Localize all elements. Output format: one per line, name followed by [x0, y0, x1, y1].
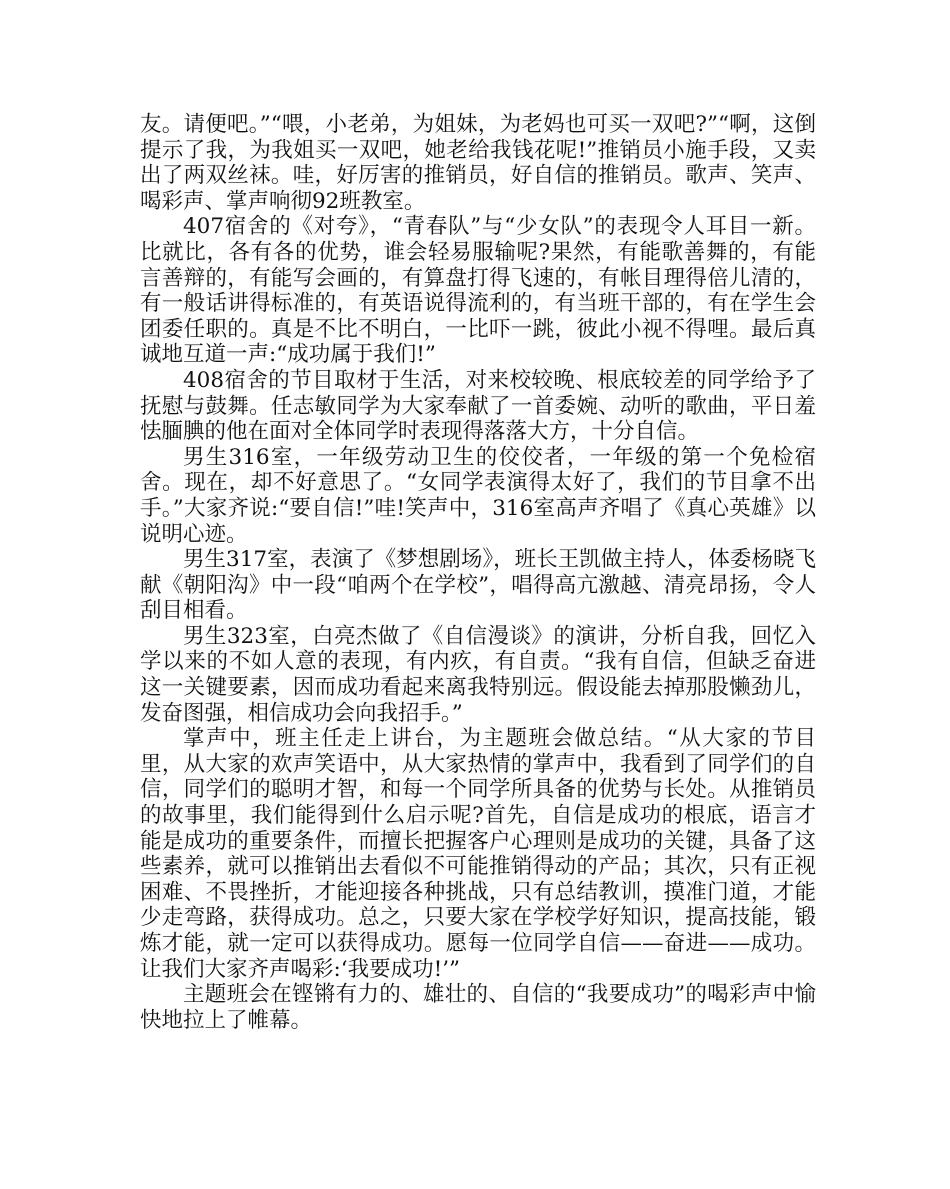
paragraph-room-316: 男生316室，一年级劳动卫生的佼佼者，一年级的第一个免检宿舍。现在，却不好意思了。“女同学表演得太好了，我们的节目拿不出手。”大家齐说:“要自信!”哇!笑声中，316室高声齐唱了《真心英雄》以说明心迹。 — [140, 444, 816, 547]
paragraph-room-317: 男生317室，表演了《梦想剧场》，班长王凯做主持人，体委杨晓飞献《朝阳沟》中一段“咱两个在学校”，唱得高亢激越、清亮昂扬，令人刮目相看。 — [140, 547, 816, 624]
paragraph-continuation: 友。请便吧。”“喂，小老弟，为姐妹，为老妈也可买一双吧?”“啊，这倒提示了我，为我姐买一双吧，她老给我钱花呢!”推销员小施手段，又卖出了两双丝袜。哇，好厉害的推销员，好自信的推销员。歌声、笑声、喝彩声、掌声响彻92班教室。 — [140, 112, 816, 214]
document-page — [140, 112, 816, 1033]
paragraph-room-323: 男生323室，白亮杰做了《自信漫谈》的演讲，分析自我，回忆入学以来的不如人意的表现，有内疚，有自责。“我有自信，但缺乏奋进这一关键要素，因而成功看起来离我特别远。假设能去掉那股懒劲儿，发奋图强，相信成功会向我招手。” — [140, 623, 816, 726]
paragraph-closing: 主题班会在铿锵有力的、雄壮的、自信的“我要成功”的喝彩声中愉快地拉上了帷幕。 — [140, 982, 816, 1033]
paragraph-teacher-summary: 掌声中，班主任走上讲台，为主题班会做总结。“从大家的节目里，从大家的欢声笑语中，从大家热情的掌声中，我看到了同学们的自信，同学们的聪明才智，和每一个同学所具备的优势与长处。从推销员的故事里，我们能得到什么启示呢?首先，自信是成功的根底，语言才能是成功的重要条件，而擅长把握客户心理则是成功的关键，具备了这些素养，就可以推销出去看似不可能推销得动的产品；其次，只有正视困难、不畏挫折，才能迎接各种挑战，只有总结教训，摸准门道，才能少走弯路，获得成功。总之，只要大家在学校学好知识，提高技能，锻炼才能，就一定可以获得成功。愿每一位同学自信——奋进——成功。让我们大家齐声喝彩:‘我要成功!’” — [140, 726, 816, 982]
paragraph-dorm-408: 408宿舍的节目取材于生活，对来校较晚、根底较差的同学给予了抚慰与鼓舞。任志敏同学为大家奉献了一首委婉、动听的歌曲，平日羞怯腼腆的他在面对全体同学时表现得落落大方，十分自信。 — [140, 367, 816, 445]
paragraph-dorm-407: 407宿舍的《对夸》，“青春队”与“少女队”的表现令人耳目一新。比就比，各有各的优势，谁会轻易服输呢?果然，有能歌善舞的，有能言善辩的，有能写会画的，有算盘打得飞速的，有帐目理得倍儿清的，有一般话讲得标准的，有英语说得流利的，有当班干部的，有在学生会团委任职的。真是不比不明白，一比吓一跳，彼此小视不得哩。最后真诚地互道一声:“成功属于我们!” — [140, 214, 816, 368]
